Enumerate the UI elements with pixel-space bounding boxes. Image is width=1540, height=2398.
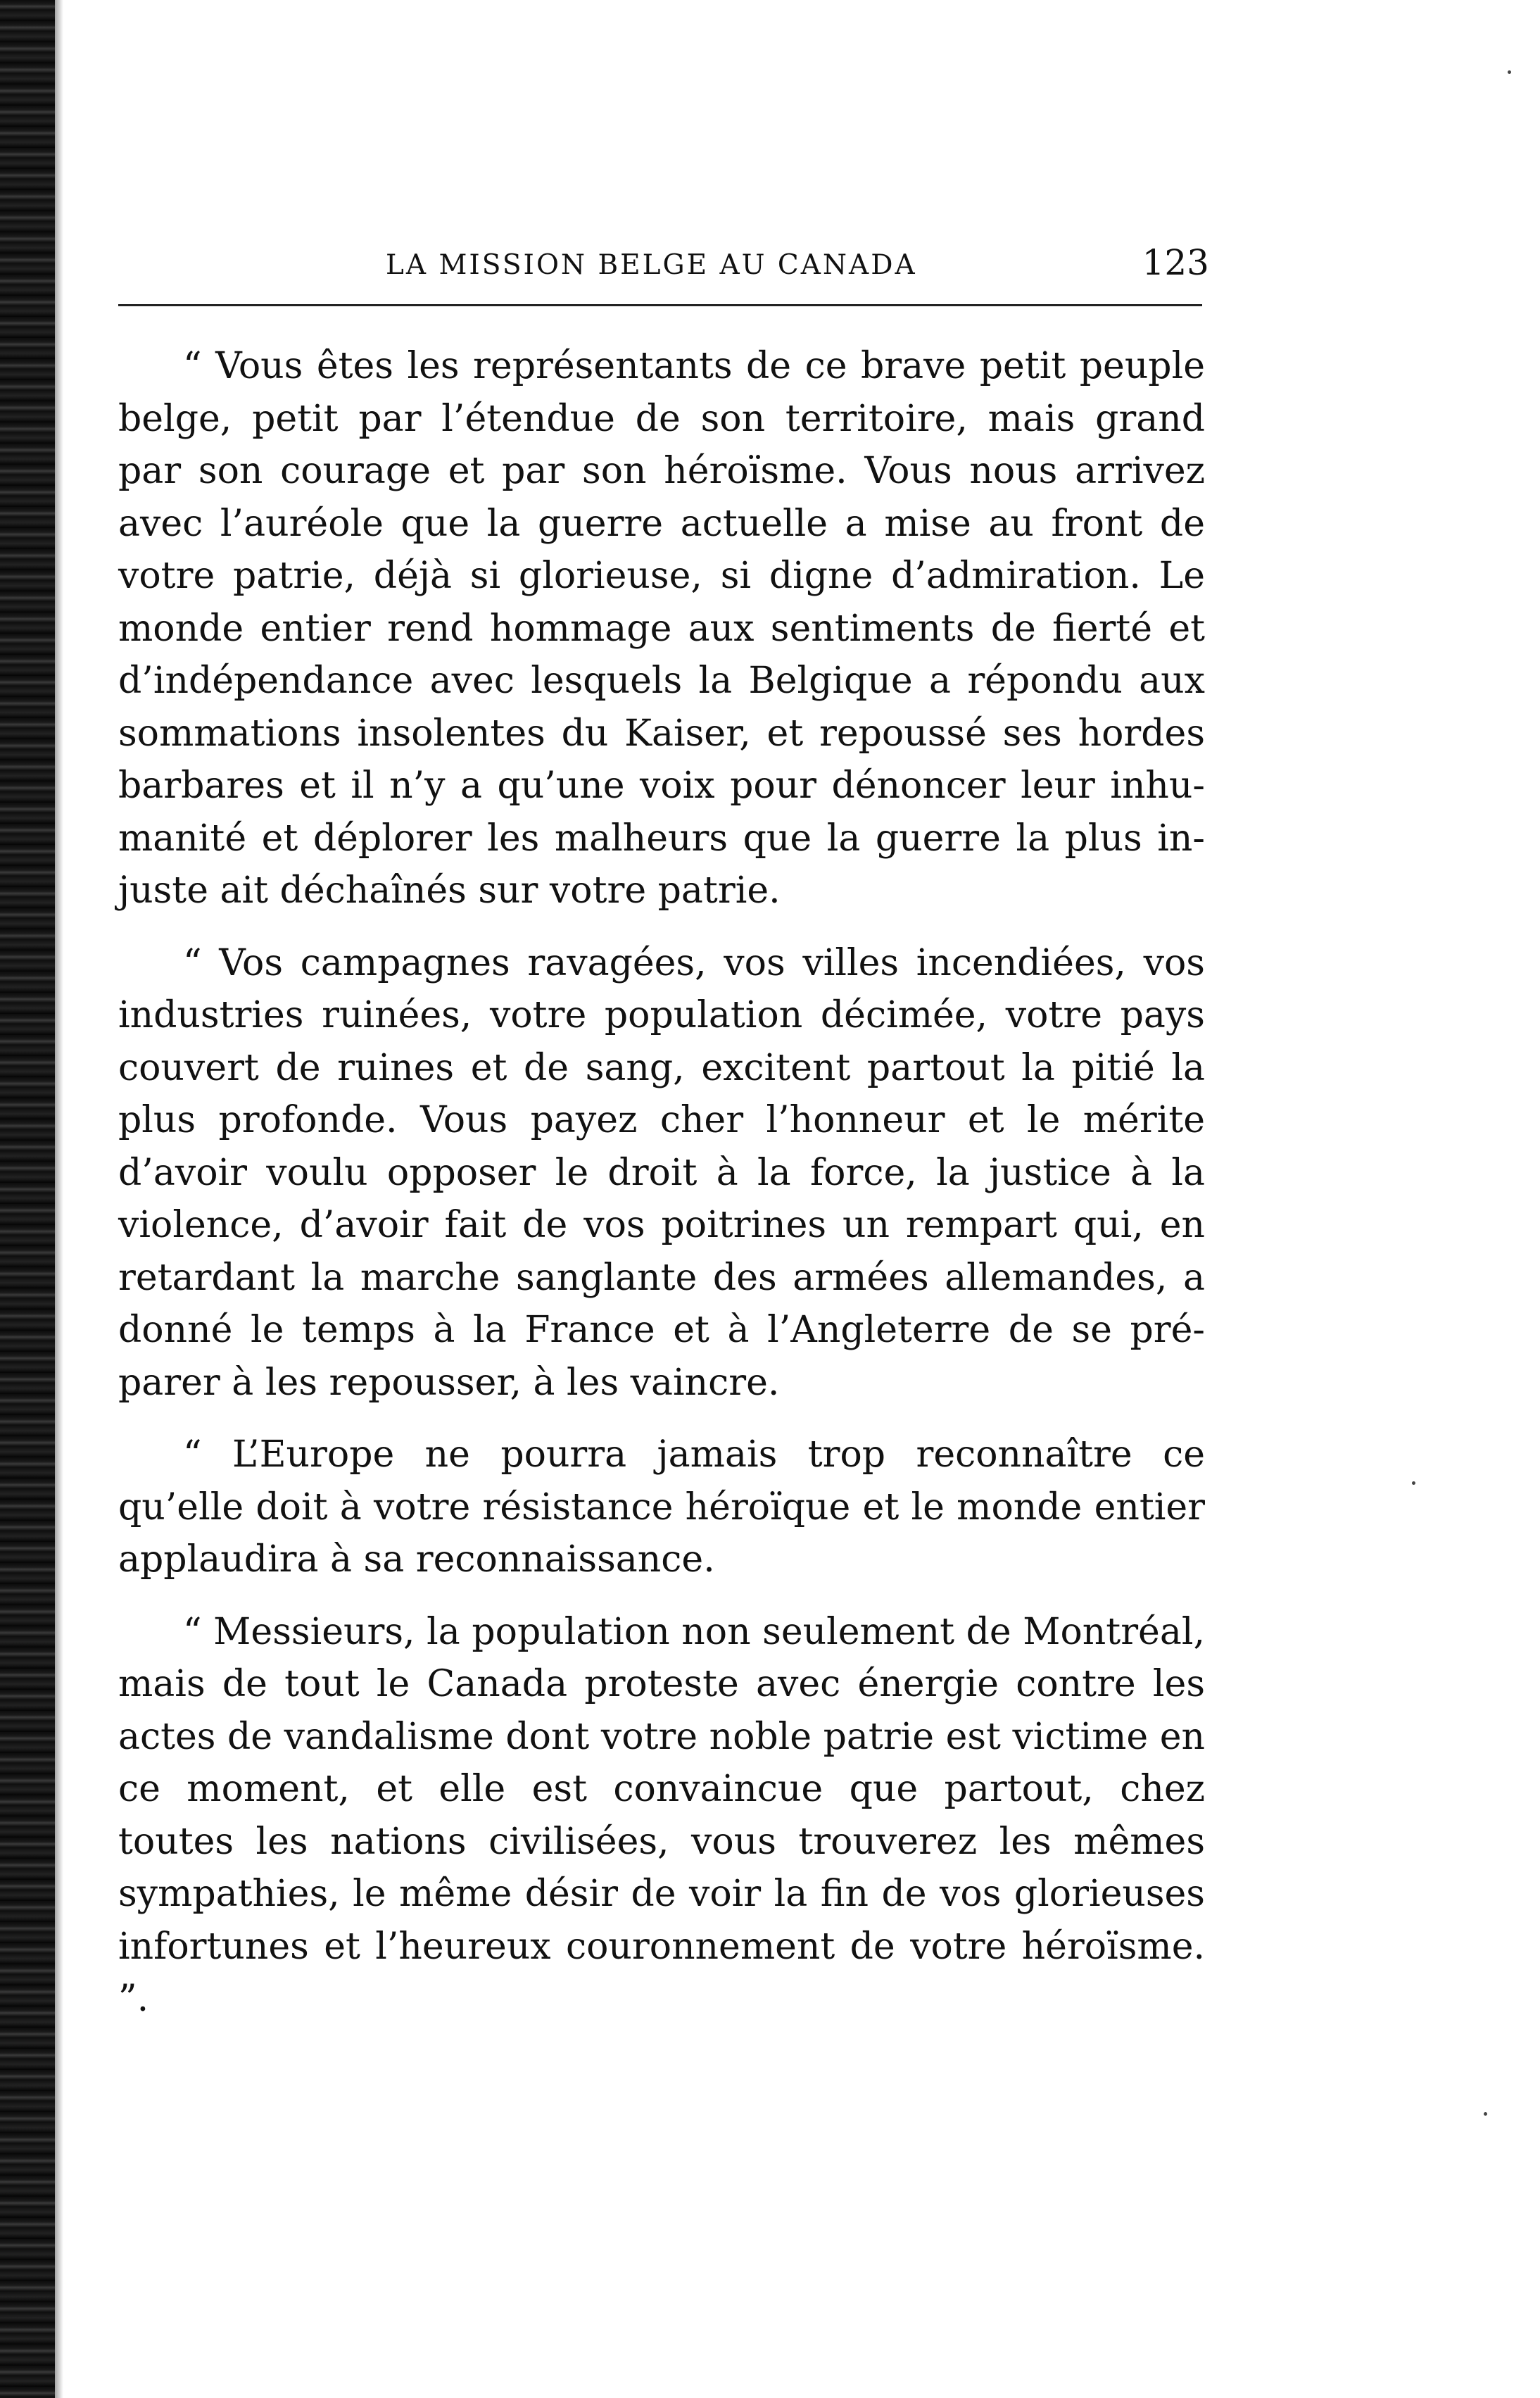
body-text	[118, 340, 1205, 2026]
book-page	[118, 239, 1209, 2045]
running-title: LA MISSION BELGE AU CANADA	[386, 249, 917, 281]
scan-speck	[1484, 2112, 1487, 2116]
scanned-binding-edge	[0, 0, 55, 2398]
scan-speck	[1412, 1481, 1415, 1485]
paragraph: “ Vous êtes les représentants de ce brave petit peuple belge, petit par l’étendue de son territoire, mais grand par son courage et par son héroïsme. Vous nous arrivez avec l’auréole que la guerre actuelle a mise au front de votre patrie, déjà si glorieuse, si digne d’admiration. Le monde entier rend hommage aux sentiments de fierté et d’indépendance avec lesquels la Belgique a répondu aux sommations insolentes du Kaiser, et repoussé ses hordes barbares et il n’y a qu’une voix pour dénoncer leur inhumanité et déplorer les malheurs que la guerre la plus injuste ait déchaînés sur votre patrie.	[118, 345, 1205, 912]
paragraph: “ L’Europe ne pourra jamais trop reconnaître ce qu’elle doit à votre résistance héroïque et le monde entier applaudira à sa reconnaissance.	[118, 1433, 1205, 1581]
paragraph: “ Vos campagnes ravagées, vos villes incendiées, vos industries ruinées, votre population décimée, votre pays couvert de ruines et de sang, excitent partout la pitié la plus profonde. Vous payez cher l’honneur et le mérite d’avoir voulu opposer le droit à la force, la justice à la violence, d’avoir fait de vos poitrines un rempart qui, en retardant la marche sanglante des armées allemandes, a donné le temps à la France et à l’Angleterre de se préparer à les repousser, à les vaincre.	[118, 941, 1205, 1404]
header-rule	[118, 304, 1202, 306]
running-head	[118, 239, 1209, 296]
scan-speck	[1508, 70, 1511, 74]
page-number: 123	[1142, 242, 1209, 283]
paragraph: “ Messieurs, la population non seulement de Montréal, mais de tout le Canada proteste avec énergie contre les actes de vandalisme dont votre noble patrie est victime en ce moment, et elle est convaincue que partout, chez toutes les nations civilisées, vous trouverez les mêmes sympathies, le même désir de voir la fin de vos glorieuses infortunes et l’heureux couronnement de votre héroïsme. ”.	[118, 1610, 1205, 2020]
